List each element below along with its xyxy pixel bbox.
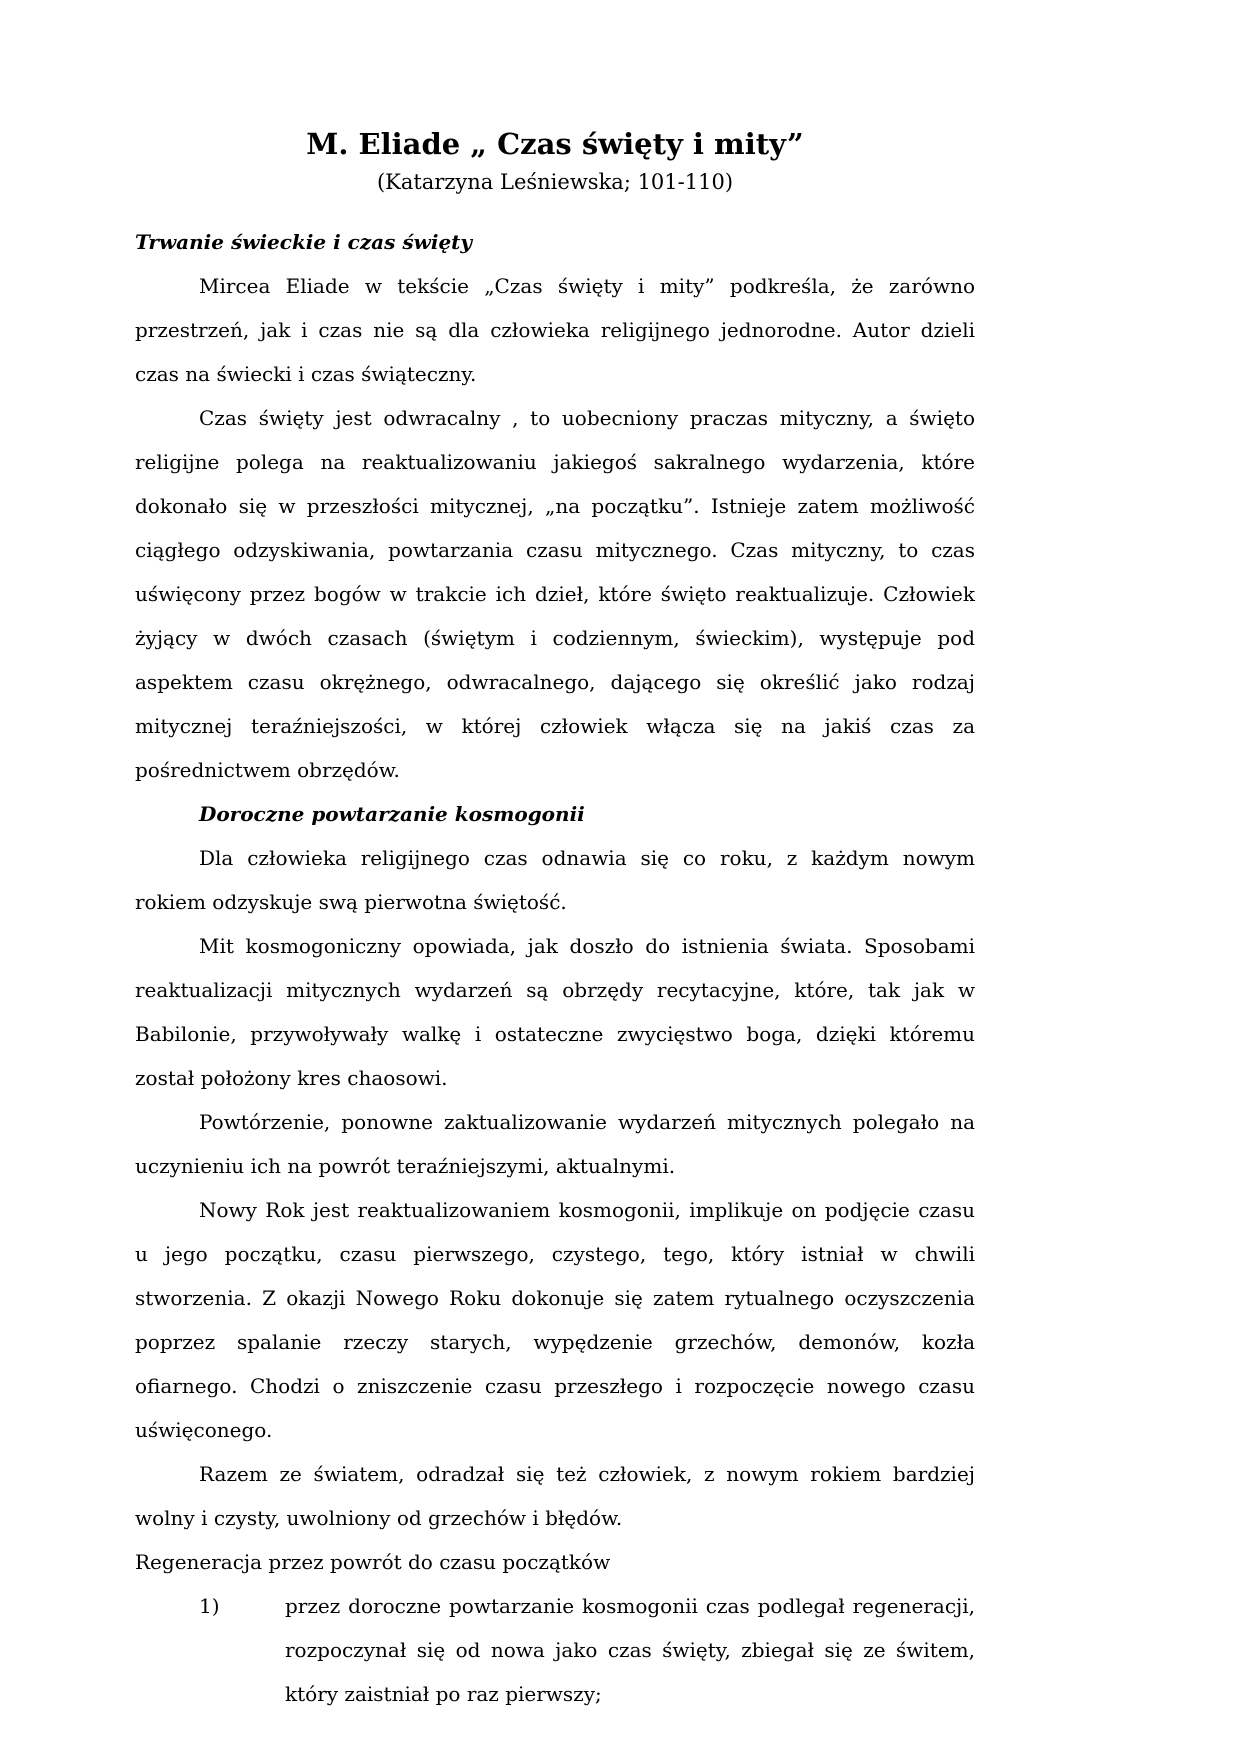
paragraph-regeneracja: Regeneracja przez powrót do czasu początków bbox=[135, 1550, 611, 1574]
document-title: M. Eliade „ Czas święty i mity” bbox=[306, 127, 804, 161]
paragraph: Powtórzenie, ponowne zaktualizowanie wydarzeń mitycznych polegało na uczynieniu ich na powrót teraźniejszymi, aktualnymi. bbox=[135, 1110, 975, 1178]
document-subtitle: (Katarzyna Leśniewska; 101-110) bbox=[376, 170, 734, 194]
paragraph: Mit kosmogoniczny opowiada, jak doszło do istnienia świata. Sposobami reaktualizacji mitycznych wydarzeń są obrzędy recytacyjne, które, tak jak w Babilonie, przywoływały walkę i ostateczne zwycięstwo boga, dzięki któremu został położony kres chaosowi. bbox=[135, 934, 975, 1090]
paragraph: Nowy Rok jest reaktualizowaniem kosmogonii, implikuje on podjęcie czasu u jego początku, czasu pierwszego, czystego, tego, który istniał w chwili stworzenia. Z okazji Nowego Roku dokonuje się zatem rytualnego oczyszczenia poprzez spalanie rzeczy starych, wypędzenie grzechów, demonów, kozła ofiarnego. Chodzi o zniszczenie czasu przeszłego i rozpoczęcie nowego czasu uświęconego. bbox=[135, 1198, 975, 1442]
section-heading-trwanie-swieckie: Trwanie świeckie i czas święty bbox=[135, 230, 473, 254]
list-item-text: przez doroczne powtarzanie kosmogonii czas podlegał regeneracji, rozpoczynał się od nowa jako czas święty, zbiegał się ze świtem, który zaistniał po raz pierwszy; bbox=[285, 1594, 975, 1706]
paragraph: Razem ze światem, odradzał się też człowiek, z nowym rokiem bardziej wolny i czysty, uwolniony od grzechów i błędów. bbox=[135, 1462, 975, 1530]
paragraph: Dla człowieka religijnego czas odnawia się co roku, z każdym nowym rokiem odzyskuje swą pierwotna świętość. bbox=[135, 846, 975, 914]
document-body bbox=[135, 220, 975, 1716]
numbered-list-item bbox=[135, 1584, 975, 1716]
paragraph: Czas święty jest odwracalny , to uobecniony praczas mityczny, a święto religijne polega na reaktualizowaniu jakiegoś sakralnego wydarzenia, które dokonało się w przeszłości mitycznej, „na początku”. Istnieje zatem możliwość ciągłego odzyskiwania, powtarzania czasu mitycznego. Czas mityczny, to czas uświęcony przez bogów w trakcie ich dzieł, które święto reaktualizuje. Człowiek żyjący w dwóch czasach (świętym i codziennym, świeckim), występuje pod aspektem czasu okrężnego, odwracalnego, dającego się określić jako rodzaj mitycznej teraźniejszości, w której człowiek włącza się na jakiś czas za pośrednictwem obrzędów. bbox=[135, 406, 975, 782]
list-item-marker: 1) bbox=[199, 1594, 220, 1618]
paragraph: Mircea Eliade w tekście „Czas święty i mity” podkreśla, że zarówno przestrzeń, jak i czas nie są dla człowieka religijnego jednorodne. Autor dzieli czas na świecki i czas świąteczny. bbox=[135, 274, 975, 386]
section-heading-doroczne-powtarzanie: Doroczne powtarzanie kosmogonii bbox=[199, 802, 585, 826]
